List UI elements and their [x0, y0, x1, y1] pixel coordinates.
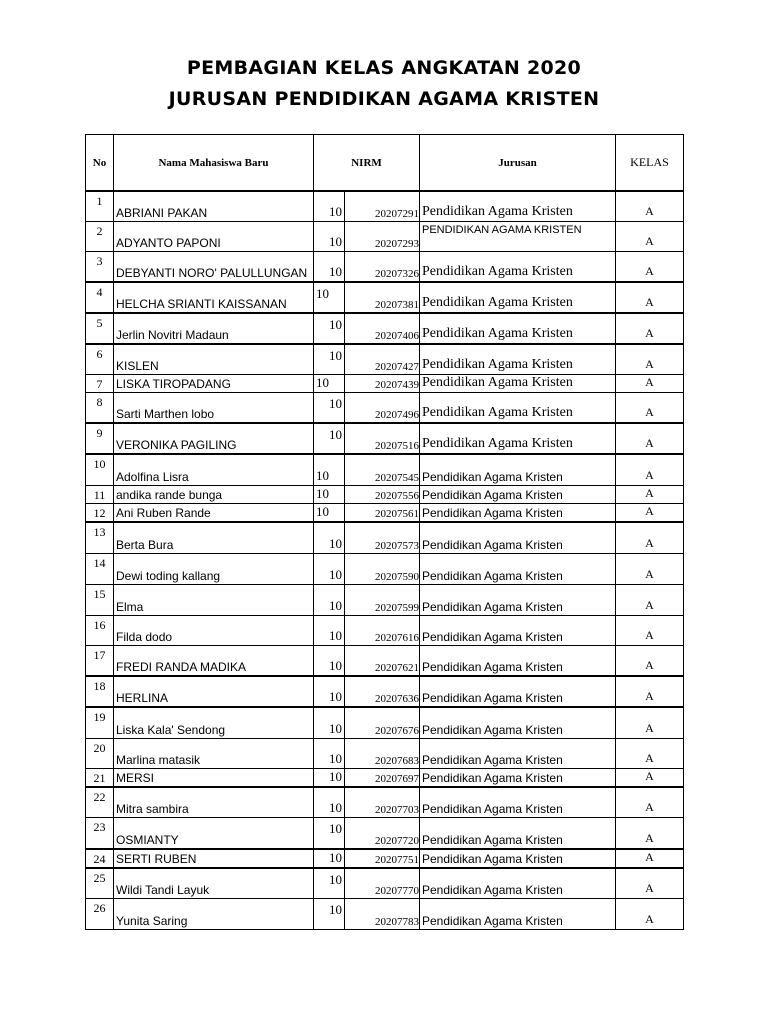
nirm-number: 20207516 [345, 423, 420, 454]
table-body [86, 191, 684, 930]
row-number: 3 [86, 251, 114, 282]
nirm-number: 20207381 [345, 282, 420, 313]
jurusan: Pendidikan Agama Kristen [420, 738, 616, 768]
table-row [86, 849, 684, 868]
row-number: 7 [86, 374, 114, 392]
jurusan: Pendidikan Agama Kristen [420, 191, 616, 221]
jurusan: Pendidikan Agama Kristen [420, 522, 616, 553]
nirm-prefix: 10 [314, 768, 345, 787]
kelas: A [616, 374, 684, 392]
nirm-prefix: 10 [314, 392, 345, 423]
kelas: A [616, 738, 684, 768]
student-name: Ani Ruben Rande [114, 503, 314, 522]
student-name: Sarti Marthen lobo [114, 392, 314, 423]
nirm-prefix: 10 [314, 818, 345, 849]
jurusan: Pendidikan Agama Kristen [420, 645, 616, 676]
student-name: Dewi toding kallang [114, 553, 314, 584]
kelas: A [616, 645, 684, 676]
table-row [86, 221, 684, 251]
nirm-number: 20207573 [345, 522, 420, 553]
row-number: 15 [86, 584, 114, 615]
nirm-prefix: 10 [314, 553, 345, 584]
table-row [86, 738, 684, 768]
jurusan: Pendidikan Agama Kristen [420, 392, 616, 423]
table-row [86, 553, 684, 584]
kelas: A [616, 423, 684, 454]
table-row [86, 522, 684, 553]
student-table [85, 134, 684, 930]
student-name: Yunita Saring [114, 899, 314, 930]
nirm-prefix: 10 [314, 522, 345, 553]
student-name: Marlina matasik [114, 738, 314, 768]
row-number: 22 [86, 787, 114, 818]
kelas: A [616, 676, 684, 707]
document-subtitle: JURUSAN PENDIDIKAN AGAMA KRISTEN [168, 88, 600, 110]
table-row [86, 899, 684, 930]
kelas: A [616, 392, 684, 423]
kelas: A [616, 818, 684, 849]
row-number: 10 [86, 454, 114, 485]
kelas: A [616, 768, 684, 787]
student-name: Jerlin Novitri Madaun [114, 313, 314, 344]
jurusan: Pendidikan Agama Kristen [420, 374, 616, 392]
kelas: A [616, 849, 684, 868]
nirm-number: 20207683 [345, 738, 420, 768]
student-name: MERSI [114, 768, 314, 787]
student-name: Berta Bura [114, 522, 314, 553]
kelas: A [616, 707, 684, 738]
row-number: 18 [86, 676, 114, 707]
jurusan: Pendidikan Agama Kristen [420, 849, 616, 868]
kelas: A [616, 899, 684, 930]
nirm-prefix: 10 [314, 584, 345, 615]
student-name: andika rande bunga [114, 485, 314, 503]
student-name: Wildi Tandi Layuk [114, 868, 314, 899]
table-row [86, 868, 684, 899]
table-row [86, 374, 684, 392]
student-name: Mitra sambira [114, 787, 314, 818]
nirm-number: 20207496 [345, 392, 420, 423]
jurusan: Pendidikan Agama Kristen [420, 676, 616, 707]
nirm-prefix: 10 [314, 374, 345, 392]
student-name: Liska Kala' Sendong [114, 707, 314, 738]
table-row [86, 454, 684, 485]
nirm-prefix: 10 [314, 344, 345, 374]
nirm-number: 20207599 [345, 584, 420, 615]
kelas: A [616, 454, 684, 485]
nirm-number: 20207561 [345, 503, 420, 522]
nirm-number: 20207783 [345, 899, 420, 930]
jurusan: Pendidikan Agama Kristen [420, 787, 616, 818]
row-number: 24 [86, 849, 114, 868]
nirm-prefix: 10 [314, 645, 345, 676]
kelas: A [616, 584, 684, 615]
nirm-number: 20207556 [345, 485, 420, 503]
row-number: 8 [86, 392, 114, 423]
row-number: 2 [86, 221, 114, 251]
nirm-prefix: 10 [314, 738, 345, 768]
student-name: DEBYANTI NORO' PALULLUNGAN [114, 251, 314, 282]
nirm-number: 20207697 [345, 768, 420, 787]
kelas: A [616, 522, 684, 553]
kelas: A [616, 503, 684, 522]
student-name: ABRIANI PAKAN [114, 191, 314, 221]
kelas: A [616, 251, 684, 282]
row-number: 6 [86, 344, 114, 374]
student-name: Adolfina Lisra [114, 454, 314, 485]
row-number: 4 [86, 282, 114, 313]
student-name: KISLEN [114, 344, 314, 374]
row-number: 23 [86, 818, 114, 849]
kelas: A [616, 787, 684, 818]
row-number: 1 [86, 191, 114, 221]
student-name: HERLINA [114, 676, 314, 707]
nirm-prefix: 10 [314, 868, 345, 899]
student-name: HELCHA SRIANTI KAISSANAN [114, 282, 314, 313]
nirm-prefix: 10 [314, 615, 345, 645]
nirm-prefix: 10 [314, 787, 345, 818]
row-number: 5 [86, 313, 114, 344]
row-number: 19 [86, 707, 114, 738]
kelas: A [616, 313, 684, 344]
header-nama: Nama Mahasiswa Baru [114, 135, 314, 192]
table-header-row [86, 135, 684, 192]
jurusan: Pendidikan Agama Kristen [420, 485, 616, 503]
jurusan: Pendidikan Agama Kristen [420, 344, 616, 374]
header-nirm: NIRM [314, 135, 420, 192]
jurusan: Pendidikan Agama Kristen [420, 818, 616, 849]
student-name: Filda dodo [114, 615, 314, 645]
table-row [86, 251, 684, 282]
nirm-number: 20207703 [345, 787, 420, 818]
kelas: A [616, 344, 684, 374]
nirm-prefix: 10 [314, 849, 345, 868]
student-name: SERTI RUBEN [114, 849, 314, 868]
nirm-number: 20207751 [345, 849, 420, 868]
jurusan: Pendidikan Agama Kristen [420, 868, 616, 899]
table-row [86, 615, 684, 645]
student-name: LISKA TIROPADANG [114, 374, 314, 392]
jurusan: Pendidikan Agama Kristen [420, 423, 616, 454]
student-name: FREDI RANDA MADIKA [114, 645, 314, 676]
kelas: A [616, 615, 684, 645]
jurusan: Pendidikan Agama Kristen [420, 707, 616, 738]
nirm-number: 20207621 [345, 645, 420, 676]
nirm-number: 20207291 [345, 191, 420, 221]
row-number: 25 [86, 868, 114, 899]
nirm-prefix: 10 [314, 423, 345, 454]
table-row [86, 707, 684, 738]
nirm-number: 20207326 [345, 251, 420, 282]
nirm-prefix: 10 [314, 899, 345, 930]
jurusan: Pendidikan Agama Kristen [420, 454, 616, 485]
nirm-prefix: 10 [314, 282, 345, 313]
table-row [86, 485, 684, 503]
row-number: 26 [86, 899, 114, 930]
document-title: PEMBAGIAN KELAS ANGKATAN 2020 [186, 57, 582, 79]
table-row [86, 503, 684, 522]
kelas: A [616, 868, 684, 899]
nirm-prefix: 10 [314, 676, 345, 707]
table-row [86, 768, 684, 787]
table-row [86, 818, 684, 849]
kelas: A [616, 191, 684, 221]
jurusan: Pendidikan Agama Kristen [420, 251, 616, 282]
row-number: 20 [86, 738, 114, 768]
nirm-prefix: 10 [314, 191, 345, 221]
row-number: 17 [86, 645, 114, 676]
nirm-number: 20207616 [345, 615, 420, 645]
table-row [86, 282, 684, 313]
kelas: A [616, 485, 684, 503]
nirm-prefix: 10 [314, 503, 345, 522]
nirm-number: 20207427 [345, 344, 420, 374]
row-number: 14 [86, 553, 114, 584]
jurusan: Pendidikan Agama Kristen [420, 899, 616, 930]
nirm-prefix: 10 [314, 221, 345, 251]
nirm-prefix: 10 [314, 251, 345, 282]
nirm-number: 20207439 [345, 374, 420, 392]
row-number: 11 [86, 485, 114, 503]
table-row [86, 645, 684, 676]
table-row [86, 584, 684, 615]
kelas: A [616, 282, 684, 313]
table-row [86, 423, 684, 454]
nirm-prefix: 10 [314, 454, 345, 485]
jurusan: Pendidikan Agama Kristen [420, 553, 616, 584]
nirm-number: 20207293 [345, 221, 420, 251]
row-number: 16 [86, 615, 114, 645]
jurusan: Pendidikan Agama Kristen [420, 282, 616, 313]
nirm-number: 20207545 [345, 454, 420, 485]
row-number: 12 [86, 503, 114, 522]
nirm-prefix: 10 [314, 313, 345, 344]
nirm-number: 20207636 [345, 676, 420, 707]
table-row [86, 787, 684, 818]
jurusan: Pendidikan Agama Kristen [420, 615, 616, 645]
nirm-prefix: 10 [314, 707, 345, 738]
kelas: A [616, 553, 684, 584]
nirm-number: 20207720 [345, 818, 420, 849]
table-row [86, 191, 684, 221]
student-name: ADYANTO PAPONI [114, 221, 314, 251]
table-row [86, 676, 684, 707]
row-number: 9 [86, 423, 114, 454]
table-row [86, 344, 684, 374]
table-row [86, 392, 684, 423]
row-number: 21 [86, 768, 114, 787]
header-no: No [86, 135, 114, 192]
header-kelas: KELAS [616, 135, 684, 192]
nirm-number: 20207676 [345, 707, 420, 738]
row-number: 13 [86, 522, 114, 553]
jurusan: Pendidikan Agama Kristen [420, 584, 616, 615]
kelas: A [616, 221, 684, 251]
nirm-number: 20207590 [345, 553, 420, 584]
student-name: Elma [114, 584, 314, 615]
header-jurusan: Jurusan [420, 135, 616, 192]
nirm-number: 20207406 [345, 313, 420, 344]
jurusan: Pendidikan Agama Kristen [420, 313, 616, 344]
nirm-prefix: 10 [314, 485, 345, 503]
jurusan: Pendidikan Agama Kristen [420, 768, 616, 787]
student-name: VERONIKA PAGILING [114, 423, 314, 454]
nirm-number: 20207770 [345, 868, 420, 899]
jurusan: Pendidikan Agama Kristen [420, 503, 616, 522]
jurusan: PENDIDIKAN AGAMA KRISTEN [420, 221, 616, 251]
table-row [86, 313, 684, 344]
student-name: OSMIANTY [114, 818, 314, 849]
